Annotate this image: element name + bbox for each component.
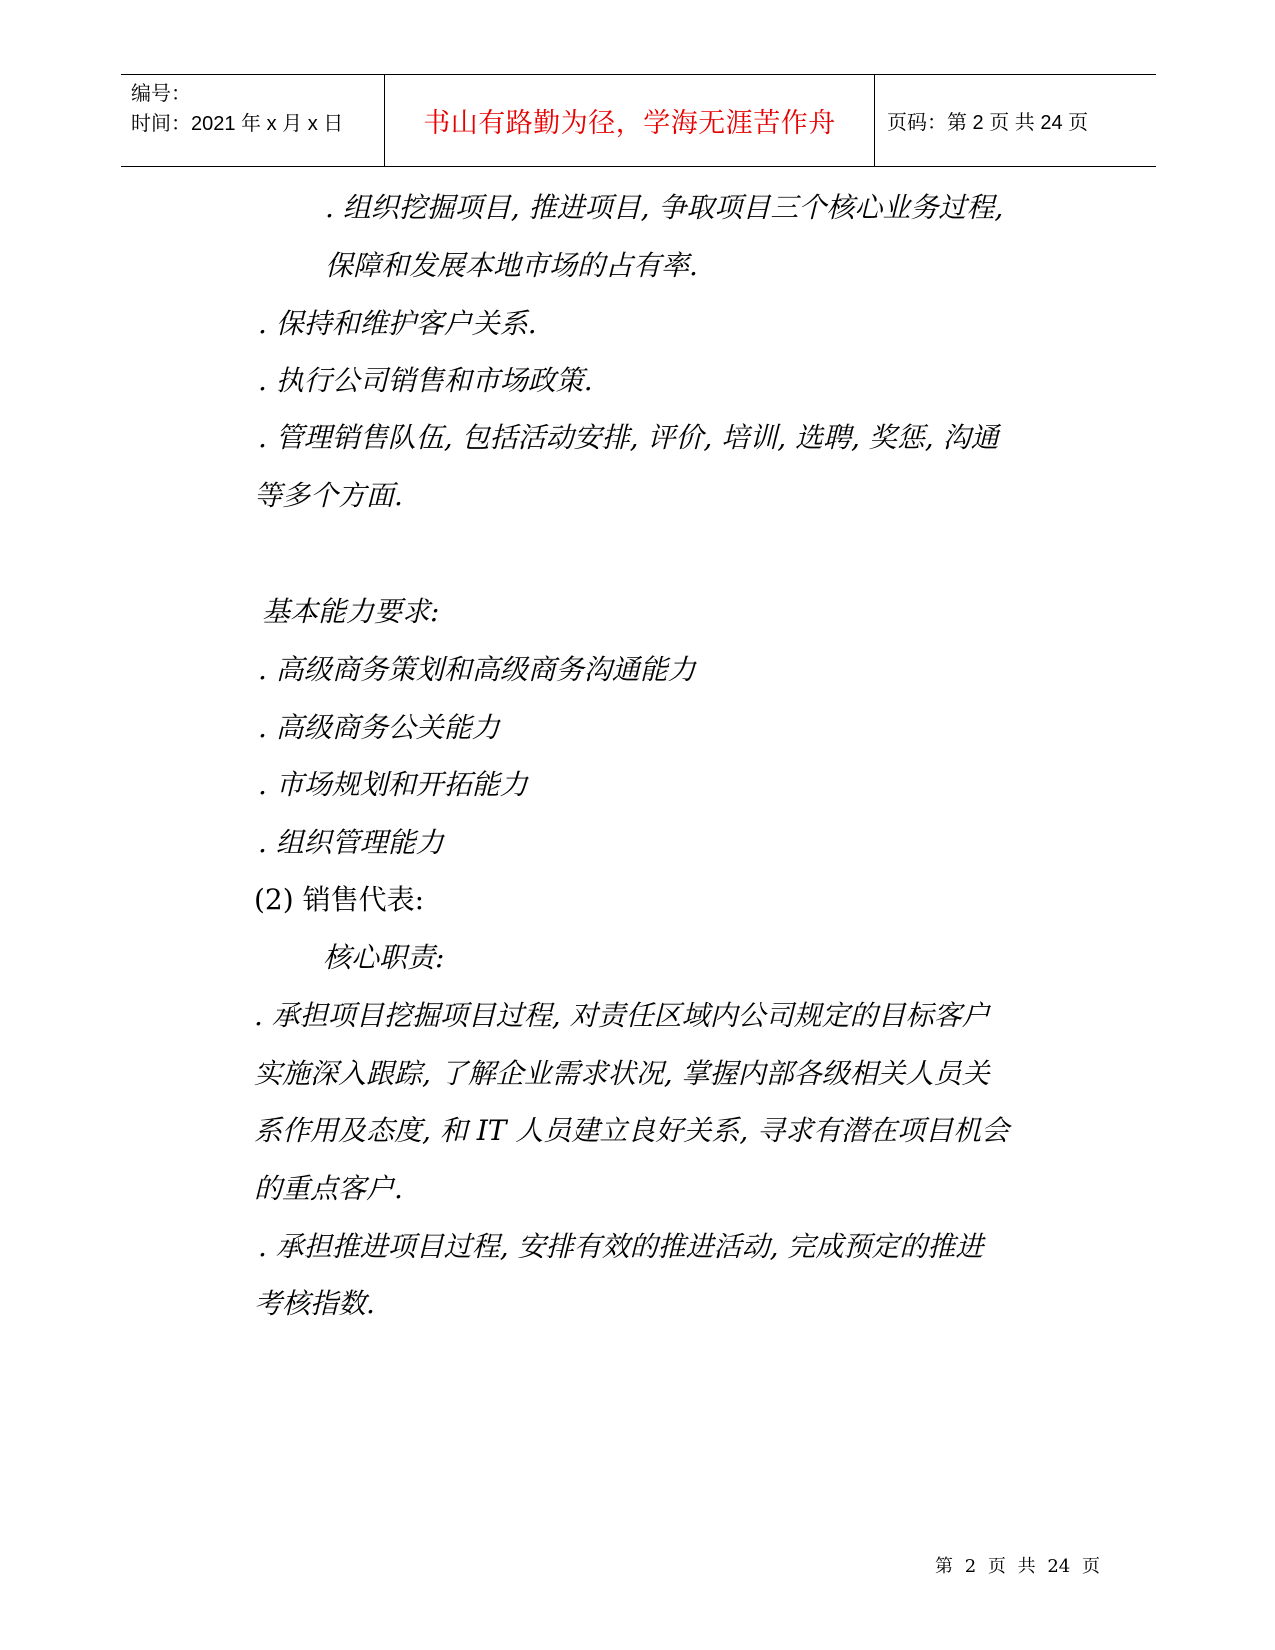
ability-item-1: . 高级商务策划和高级商务沟通能力 bbox=[258, 653, 696, 686]
rep-duty-line-1-cont-b: 系作用及态度, 和 IT 人员建立良好关系, 寻求有潜在项目机会 bbox=[254, 1114, 1010, 1147]
section-heading-sales-rep: (2) 销售代表: bbox=[254, 883, 424, 916]
rep-duty-line-2-cont: 考核指数. bbox=[254, 1287, 375, 1320]
date-label: 时间：2021 年 x 月 x 日 bbox=[131, 113, 344, 135]
duty-line-4: . 管理销售队伍, 包括活动安排, 评价, 培训, 选聘, 奖惩, 沟通 bbox=[258, 421, 999, 454]
number-label: 编号： bbox=[131, 83, 191, 105]
ability-item-4: . 组织管理能力 bbox=[258, 826, 444, 859]
page-code: 页码：第 2 页 共 24 页 bbox=[887, 112, 1089, 134]
duty-line-2: . 保持和维护客户关系. bbox=[258, 307, 537, 340]
rep-duty-line-1-cont-c: 的重点客户. bbox=[254, 1172, 403, 1205]
duty-line-4-cont: 等多个方面. bbox=[254, 479, 403, 512]
ability-item-3: . 市场规划和开拓能力 bbox=[258, 768, 528, 801]
page-footer: 第 2 页 共 24 页 bbox=[935, 1556, 1100, 1577]
duty-line-1: . 组织挖掘项目, 推进项目, 争取项目三个核心业务过程, bbox=[325, 191, 1004, 224]
rep-duty-line-2: . 承担推进项目过程, 安排有效的推进活动, 完成预定的推进 bbox=[258, 1230, 984, 1263]
motto-text: 书山有路勤为径，学海无涯苦作舟 bbox=[423, 108, 836, 139]
ability-heading: 基本能力要求: bbox=[262, 595, 440, 628]
ability-item-2: . 高级商务公关能力 bbox=[258, 711, 500, 744]
duty-line-1-cont: 保障和发展本地市场的占有率. bbox=[325, 249, 698, 282]
rep-duty-line-1: . 承担项目挖掘项目过程, 对责任区域内公司规定的目标客户 bbox=[254, 999, 990, 1032]
rep-duty-line-1-cont-a: 实施深入跟踪, 了解企业需求状况, 掌握内部各级相关人员关 bbox=[254, 1057, 990, 1090]
core-duty-heading: 核心职责: bbox=[323, 941, 445, 974]
duty-line-3: . 执行公司销售和市场政策. bbox=[258, 364, 593, 397]
